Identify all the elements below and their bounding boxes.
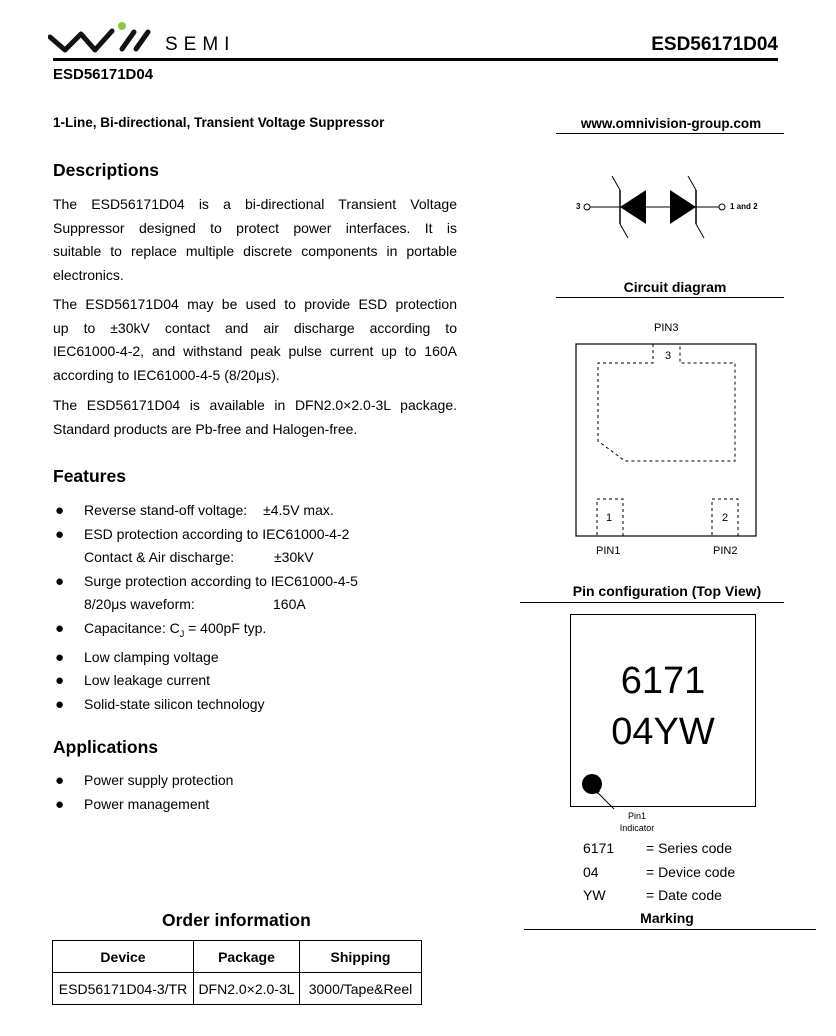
text-line: suitable to replace multiple discrete components in portable xyxy=(53,243,457,259)
list-item-sub xyxy=(53,593,473,617)
brand-semi-text: SEMI xyxy=(165,34,236,55)
bullet-icon: ● xyxy=(55,619,65,637)
list-item xyxy=(53,769,473,793)
text-line: The ESD56171D04 is a bi-directional Transient Voltage xyxy=(53,196,457,212)
feature-text: Solid-state silicon technology xyxy=(84,695,265,712)
feature-text: Surge protection according to IEC61000-4-5 xyxy=(84,572,358,589)
product-subtitle: 1-Line, Bi-directional, Transient Voltage Suppressor xyxy=(53,115,385,130)
marking-legend xyxy=(583,837,735,908)
legend-code: YW xyxy=(583,887,606,903)
tvs-tail-right-bottom xyxy=(696,224,704,238)
pin1-indicator-arrow-icon xyxy=(594,788,624,812)
list-item xyxy=(53,523,473,547)
features-heading: Features xyxy=(53,466,126,486)
tvs-tail-left-top xyxy=(612,176,620,190)
circuit-label-left: 3 xyxy=(576,202,581,211)
logo-wave-icon xyxy=(48,20,168,54)
feature-text-suffix: = 400pF typ. xyxy=(184,619,267,636)
list-item xyxy=(53,693,473,717)
legend-desc: = Date code xyxy=(646,887,722,903)
circuit-label-right: 1 and 2 xyxy=(730,202,758,211)
feature-value: ±4.5V max. xyxy=(263,502,334,518)
package-outline xyxy=(576,344,756,536)
pin3-label: PIN3 xyxy=(654,322,679,334)
feature-text: Low clamping voltage xyxy=(84,648,219,665)
website-text[interactable]: www.omnivision-group.com xyxy=(580,116,762,131)
bullet-icon: ● xyxy=(55,672,65,690)
column-header-package: Package xyxy=(194,941,300,973)
pad-1-number: 1 xyxy=(606,512,613,524)
header-part-number: ESD56171D04 xyxy=(651,34,778,55)
circuit-terminal-left xyxy=(584,204,590,210)
circuit-caption: Circuit diagram xyxy=(623,279,727,295)
list-item xyxy=(53,793,473,817)
legend-desc: = Series code xyxy=(646,840,732,856)
text-line: IEC61000-4-2, and withstand peak pulse current up to 160A xyxy=(53,343,457,359)
legend-row xyxy=(583,884,735,908)
cell-package: DFN2.0×2.0-3L xyxy=(194,973,300,1005)
applications-heading: Applications xyxy=(53,737,159,757)
description-paragraph-2 xyxy=(53,293,457,387)
bullet-icon: ● xyxy=(55,502,65,519)
feature-text: Low leakage current xyxy=(84,672,211,689)
tvs-diode-right xyxy=(670,190,696,224)
tvs-tail-left-bottom xyxy=(620,224,628,238)
legend-code: 6171 xyxy=(583,840,615,856)
pin1-label: PIN1 xyxy=(596,545,621,557)
feature-text-prefix: Capacitance: C xyxy=(84,619,180,636)
bullet-icon: ● xyxy=(55,525,65,543)
pad-3-number: 3 xyxy=(665,350,672,362)
list-item xyxy=(53,617,473,646)
text-line: Suppressor designed to protect power interfaces. It is xyxy=(53,219,457,236)
sub-part-number: ESD56171D04 xyxy=(53,66,154,83)
application-text: Power supply protection xyxy=(84,772,234,788)
legend-row xyxy=(583,861,735,885)
bullet-icon: ● xyxy=(55,695,65,713)
table-row xyxy=(53,973,422,1005)
pinconfig-caption: Pin configuration (Top View) xyxy=(572,583,762,599)
feature-sub-value: ±30kV xyxy=(274,549,314,565)
list-item xyxy=(53,499,473,523)
marking-caption: Marking xyxy=(640,910,694,926)
description-paragraph-1 xyxy=(53,193,457,287)
list-item xyxy=(53,570,473,594)
tvs-diode-left xyxy=(620,190,646,224)
header-rule xyxy=(53,58,778,61)
feature-sub-label: 8/20μs waveform: xyxy=(84,596,195,612)
features-list xyxy=(53,499,473,716)
pin-configuration-diagram xyxy=(575,343,759,539)
list-item-sub xyxy=(53,546,473,570)
feature-sub-label: Contact & Air discharge: xyxy=(84,549,235,565)
bullet-icon: ● xyxy=(55,772,65,789)
feature-text: Reverse stand-off voltage: xyxy=(84,502,248,518)
marking-line-1: 6171 xyxy=(620,660,706,702)
description-paragraph-3 xyxy=(53,394,457,441)
caption-rule xyxy=(524,929,816,930)
bullet-icon: ● xyxy=(55,648,65,666)
feature-sub-value: 160A xyxy=(273,596,306,612)
caption-rule xyxy=(556,297,784,298)
pin2-label: PIN2 xyxy=(713,545,738,557)
marking-line-2: 04YW xyxy=(611,711,715,753)
text-line: The ESD56171D04 may be used to provide ESD protection xyxy=(53,296,457,312)
table-header-row xyxy=(53,941,422,973)
text-line: The ESD56171D04 is available in DFN2.0×2.0-3L package. xyxy=(53,397,457,413)
pin1-indicator-line-1: Pin1 xyxy=(627,811,646,821)
website-link[interactable] xyxy=(558,115,784,133)
text-line: Standard products are Pb-free and Halogen-free. xyxy=(53,420,358,437)
feature-text-subscript: J xyxy=(179,628,185,639)
bullet-icon: ● xyxy=(55,795,65,813)
website-rule xyxy=(556,133,784,134)
bullet-icon: ● xyxy=(55,572,65,590)
feature-text: ESD protection according to IEC61000-4-2 xyxy=(84,525,350,542)
legend-code: 04 xyxy=(583,863,599,880)
caption-rule xyxy=(520,602,784,603)
pin1-indicator-line-2: Indicator xyxy=(619,823,655,833)
list-item xyxy=(53,646,473,670)
applications-list xyxy=(53,769,473,816)
cell-shipping: 3000/Tape&Reel xyxy=(300,973,422,1005)
legend-desc: = Device code xyxy=(646,863,736,880)
cell-device: ESD56171D04-3/TR xyxy=(53,973,194,1005)
descriptions-heading: Descriptions xyxy=(53,160,159,180)
application-text: Power management xyxy=(84,795,210,812)
circuit-terminal-right xyxy=(719,204,725,210)
column-header-device: Device xyxy=(53,941,194,973)
legend-row xyxy=(583,837,735,861)
tvs-tail-right-top xyxy=(688,176,696,190)
pad-2-number: 2 xyxy=(722,512,729,524)
column-header-shipping: Shipping xyxy=(300,941,422,973)
list-item xyxy=(53,669,473,693)
text-line: electronics. xyxy=(53,266,124,283)
text-line: up to ±30kV contact and air discharge according to xyxy=(53,319,457,336)
order-table xyxy=(52,940,422,1005)
order-heading: Order information xyxy=(162,910,311,930)
pin1-indicator-label xyxy=(612,810,662,834)
text-line: according to IEC61000-4-5 (8/20μs). xyxy=(53,366,280,383)
